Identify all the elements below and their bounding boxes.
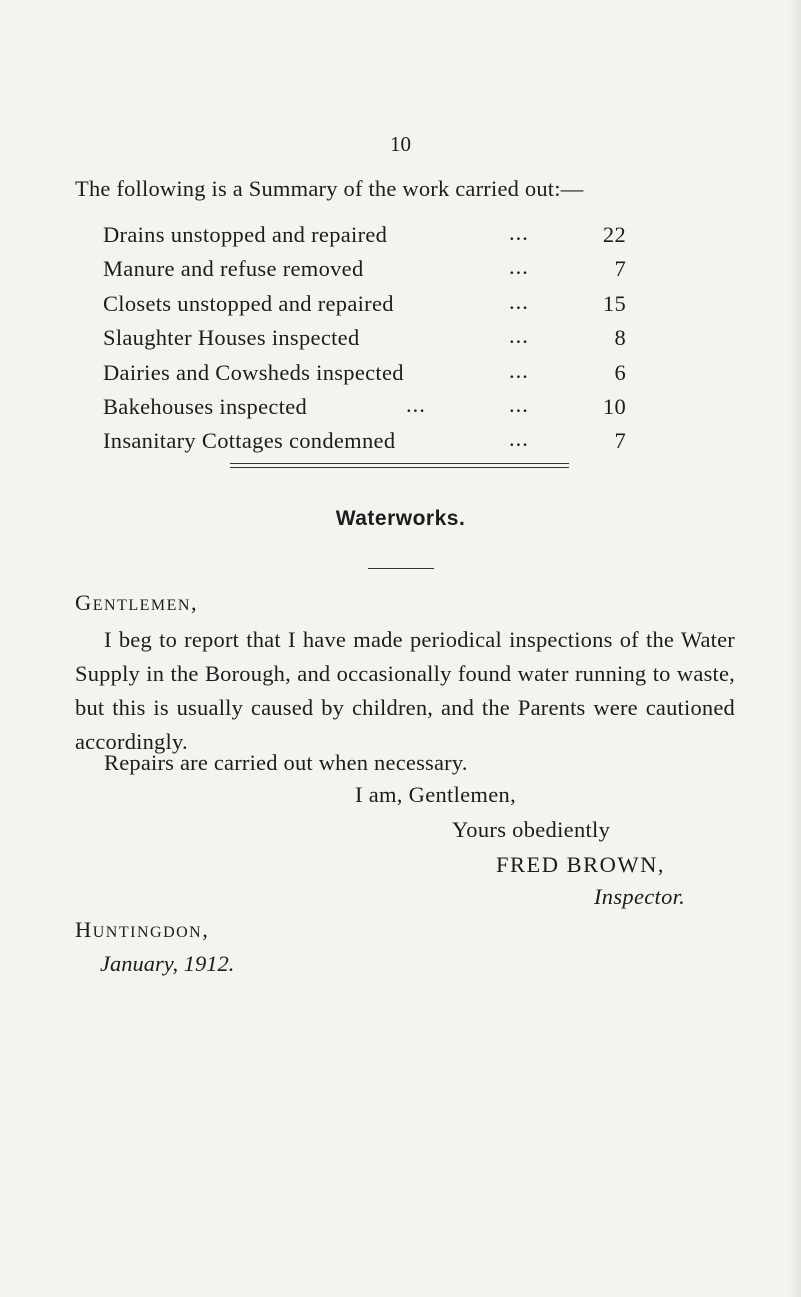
summary-row xyxy=(103,256,643,290)
leader-dots: ... xyxy=(406,391,426,417)
closing-line: I am, Gentlemen, xyxy=(355,782,516,807)
leader-dots: ... xyxy=(509,323,529,349)
summary-intro: The following is a Summary of the work carried out:— xyxy=(75,176,584,201)
leader-dots: ... xyxy=(509,426,529,452)
summary-count: 8 xyxy=(614,325,626,351)
signature-name: FRED BROWN, xyxy=(496,852,666,877)
summary-row xyxy=(103,288,643,325)
short-rule-divider xyxy=(368,568,434,569)
section-heading: Waterworks. xyxy=(335,507,466,530)
summary-label: Closets unstopped and repaired xyxy=(103,290,394,316)
leader-dots: ... xyxy=(509,391,529,417)
leader-dots: ... xyxy=(509,288,529,314)
page-number: 10 xyxy=(390,132,411,156)
leader-dots: ... xyxy=(509,220,529,245)
report-paragraph: I beg to report that I have made periodical inspections of the Water Supply in the Borough, and occasionally found water running to waste, but this is usually caused by children, and the Parents were cautioned accordingly. xyxy=(75,627,735,754)
summary-count: 15 xyxy=(602,290,626,316)
summary-count: 6 xyxy=(614,359,626,385)
leader-dots: ... xyxy=(509,357,529,383)
summary-label: Bakehouses inspected xyxy=(103,393,308,419)
summary-row xyxy=(103,357,643,394)
page-edge-shadow xyxy=(787,0,801,1297)
summary-count: 7 xyxy=(614,428,626,454)
summary-table xyxy=(103,222,643,463)
summary-count: 10 xyxy=(602,393,626,419)
signatory-title: Inspector. xyxy=(594,884,686,909)
salutation: Gentlemen, xyxy=(75,590,199,615)
summary-label: Manure and refuse removed xyxy=(103,256,364,282)
report-paragraph: Repairs are carried out when necessary. xyxy=(104,750,468,775)
summary-row xyxy=(103,391,643,428)
place-name: Huntingdon, xyxy=(75,917,210,942)
summary-row xyxy=(103,325,643,359)
summary-label: Drains unstopped and repaired xyxy=(103,222,388,247)
summary-label: Insanitary Cottages condemned xyxy=(103,428,396,454)
leader-dots: ... xyxy=(509,254,529,280)
date-line: January, 1912. xyxy=(100,951,235,976)
summary-count: 22 xyxy=(602,222,626,247)
summary-label: Slaughter Houses inspected xyxy=(103,325,360,351)
summary-label: Dairies and Cowsheds inspected xyxy=(103,359,404,385)
closing-line: Yours obediently xyxy=(452,817,611,842)
double-rule-divider xyxy=(230,463,569,468)
summary-count: 7 xyxy=(614,256,626,282)
summary-row xyxy=(103,222,643,256)
summary-row xyxy=(103,428,643,462)
